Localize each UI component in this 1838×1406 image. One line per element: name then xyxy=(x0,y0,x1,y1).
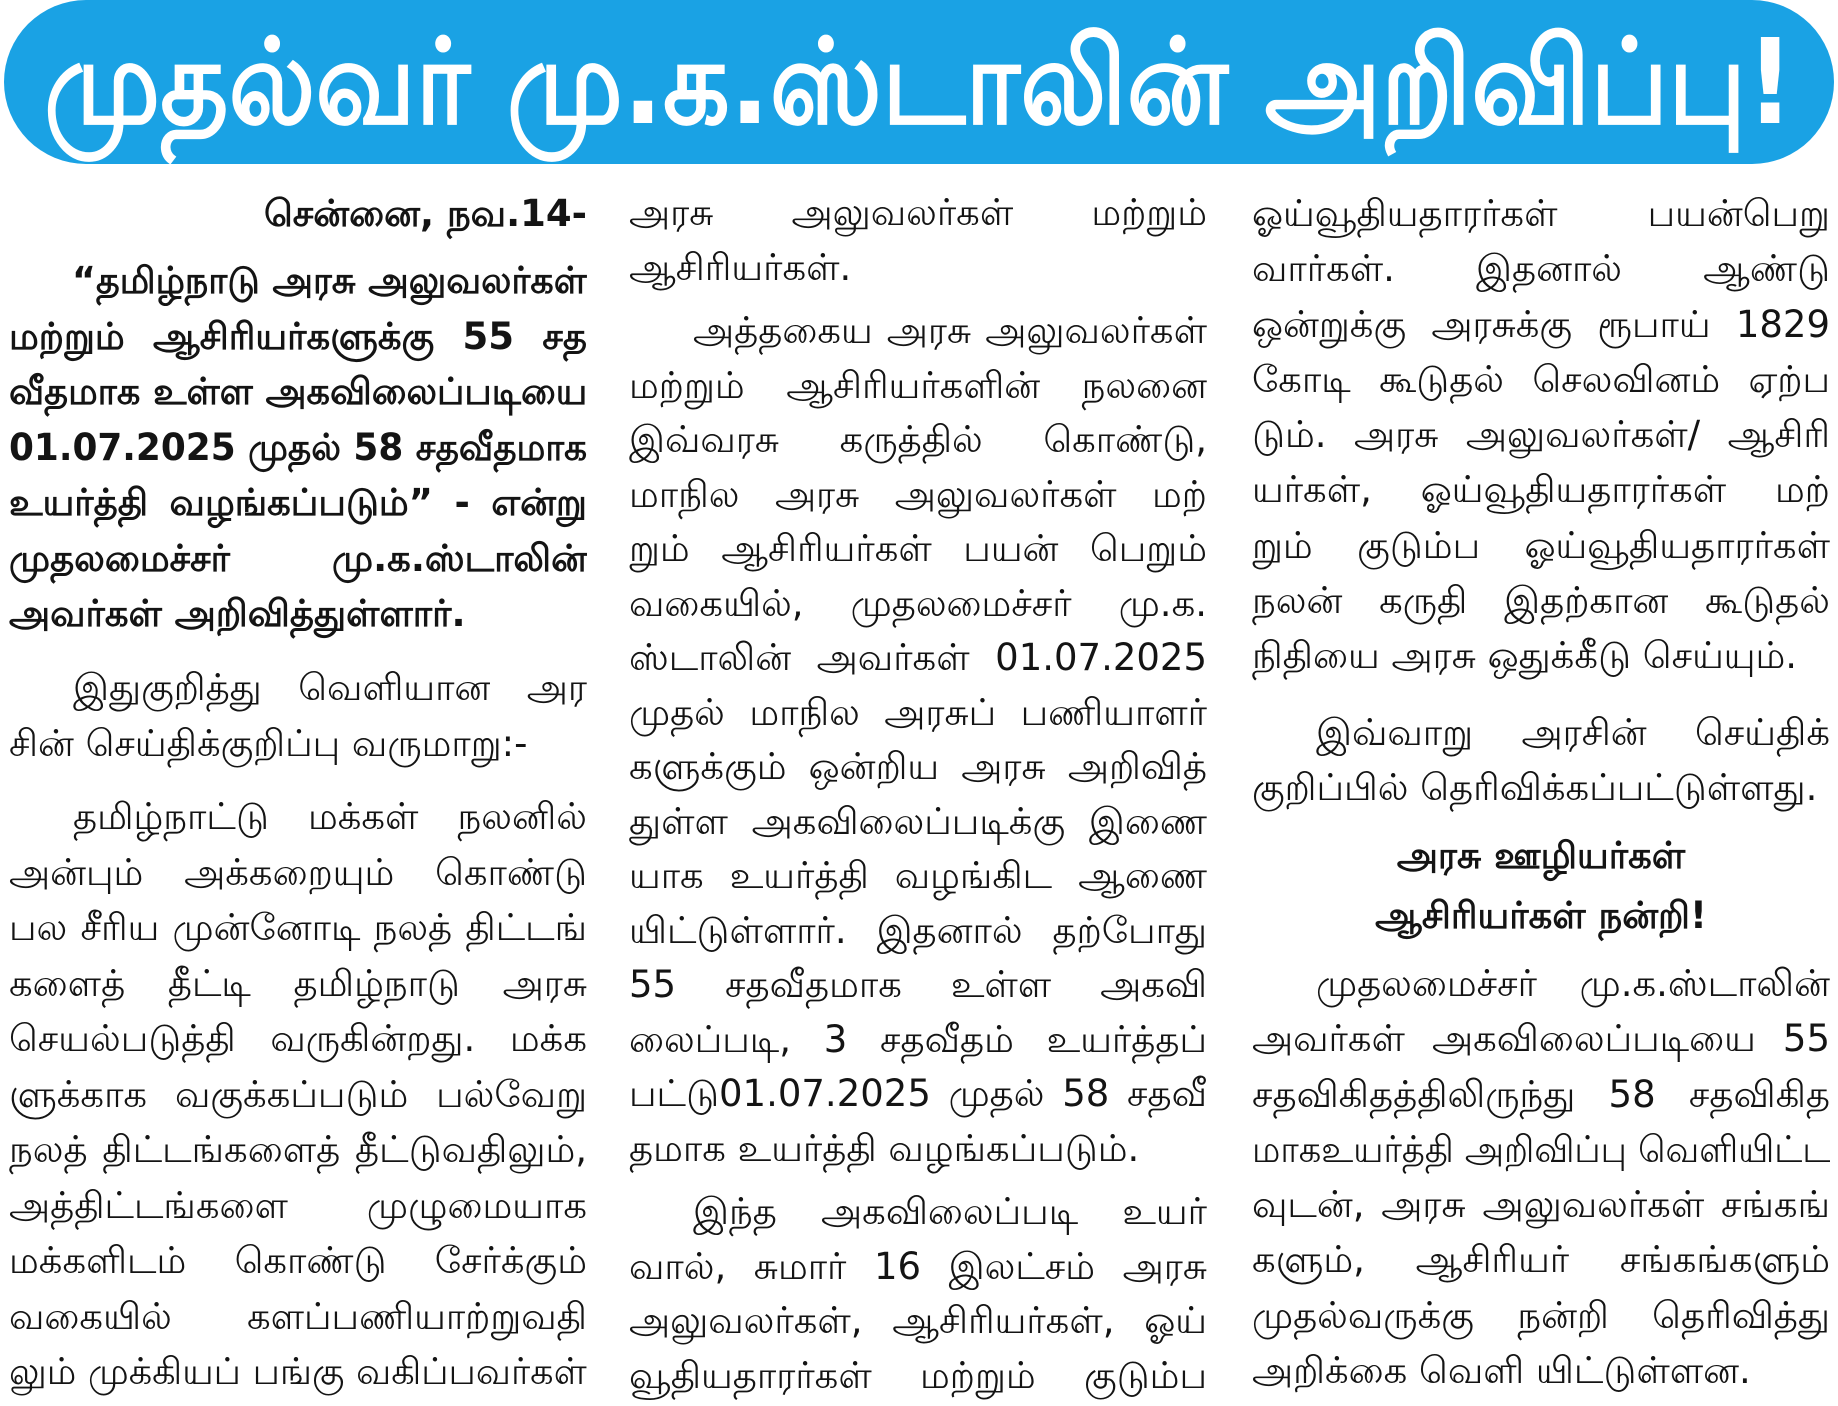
article-line: உயர்த்தி வழங்கப்படும்” - என்று xyxy=(9,481,587,524)
article-line: ஓய்வூதியதாரர்கள் பயன்பெறு xyxy=(1252,192,1830,235)
article-paragraph xyxy=(9,660,587,771)
article-line: அவர்கள் அகவிலைப்படியை 55 xyxy=(1252,1017,1830,1061)
article-line: களும், ஆசிரியர் சங்கங்களும் xyxy=(1252,1238,1830,1282)
article-line: அத்தகைய அரசு அலுவலர்கள் xyxy=(693,309,1207,352)
article-line: அத்திட்டங்களை முழுமையாக xyxy=(9,1183,587,1227)
article-line: தமாக உயர்த்தி வழங்கப்படும். xyxy=(629,1126,1140,1170)
article-paragraph xyxy=(1252,705,1830,816)
subheading-line: அரசு ஊழியர்கள் xyxy=(1396,834,1686,877)
article-line: நலன் கருதி இதற்கான கூடுதல் xyxy=(1252,579,1830,623)
article-paragraph xyxy=(1252,956,1830,1398)
article-line: யர்கள், ஓய்வூதியதாரர்கள் மற் xyxy=(1252,468,1830,512)
article-line: பட்டு01.07.2025 முதல் 58 சதவீ xyxy=(629,1072,1207,1115)
article-line: வார்கள். இதனால் ஆண்டு xyxy=(1252,247,1830,291)
article-line: அலுவலர்கள், ஆசிரியர்கள், ஓய் xyxy=(629,1299,1207,1342)
dateline-block xyxy=(9,186,587,242)
article-line: இவ்வரசு கருத்தில் கொண்டு, xyxy=(629,418,1207,461)
article-line: வால், சுமார் 16 இலட்சம் அரசு xyxy=(629,1244,1207,1288)
article-line: அறிக்கை வெளி யிட்டுள்ளன. xyxy=(1252,1349,1751,1393)
article-line: பல சீரிய முன்னோடி நலத் திட்டங் xyxy=(9,906,587,949)
article-line: இந்த அகவிலைப்படி உயர் xyxy=(693,1190,1207,1233)
article-column-3 xyxy=(1252,0,1830,1406)
article-line: வூதியதாரர்கள் மற்றும் குடும்ப xyxy=(629,1353,1207,1397)
article-line: அன்பும் அக்கறையும் கொண்டு xyxy=(9,850,587,894)
article-paragraph xyxy=(1252,186,1830,684)
article-line: மற்றும் ஆசிரியர்களுக்கு 55 சத xyxy=(9,314,587,358)
article-column-2 xyxy=(629,0,1207,1406)
article-line: வுடன், அரசு அலுவலர்கள் சங்கங் xyxy=(1252,1183,1830,1227)
article-line: வகையில், முதலமைச்சர் மு.க. xyxy=(629,581,1207,625)
article-line: டும். அரசு அலுவலர்கள்/ ஆசிரி xyxy=(1252,413,1830,457)
article-line: முதலமைச்சர் மு.க.ஸ்டாலின் xyxy=(1316,962,1830,1005)
article-line: லும் முக்கியப் பங்கு வகிப்பவர்கள் xyxy=(9,1350,587,1393)
article-line: 55 சதவீதமாக உள்ள அகவி xyxy=(629,963,1207,1006)
article-line: சின் செய்திக்குறிப்பு வருமாறு:- xyxy=(9,721,528,765)
article-line: சதவிகிதத்திலிருந்து 58 சதவிகித xyxy=(1252,1072,1830,1116)
article-line: இதுகுறித்து வெளியான அர xyxy=(73,666,587,709)
article-line: 01.07.2025 முதல் 58 சதவீதமாக xyxy=(9,425,587,469)
lead-paragraph xyxy=(9,253,587,642)
article-line: துள்ள அகவிலைப்படிக்கு இணை xyxy=(629,799,1207,843)
headline-title: முதல்வர் மு.க.ஸ்டாலின் அறிவிப்பு! xyxy=(44,13,1794,151)
article-line: ளுக்காக வகுக்கப்படும் பல்வேறு xyxy=(9,1072,587,1116)
article-line: றும் குடும்ப ஓய்வூதியதாரர்கள் xyxy=(1252,523,1830,567)
article-line: வகையில் களப்பணியாற்றுவதி xyxy=(9,1294,587,1338)
subheading-line: ஆசிரியர்கள் நன்றி! xyxy=(1375,894,1707,937)
article-line: யிட்டுள்ளார். இதனால் தற்போது xyxy=(629,908,1207,952)
article-line: மாநில அரசு அலுவலர்கள் மற் xyxy=(629,472,1207,516)
article-line: களைத் தீட்டி தமிழ்நாடு அரசு xyxy=(9,961,587,1005)
article-line: தமிழ்நாட்டு மக்கள் நலனில் xyxy=(73,795,587,838)
article-line: மக்களிடம் கொண்டு சேர்க்கும் xyxy=(9,1239,587,1282)
article-paragraph xyxy=(9,789,587,1400)
article-line: முதலமைச்சர் மு.க.ஸ்டாலின் xyxy=(9,536,587,580)
article-line: றும் ஆசிரியர்கள் பயன் பெறும் xyxy=(629,527,1207,570)
article-paragraph xyxy=(629,186,1207,295)
article-line: முதல் மாநில அரசுப் பணியாளர் xyxy=(629,690,1207,734)
article-line: அரசு அலுவலர்கள் மற்றும் xyxy=(629,191,1207,234)
article-line: மாகஉயர்த்தி அறிவிப்பு வெளியிட்ட xyxy=(1252,1127,1830,1171)
article-line: நலத் திட்டங்களைத் தீட்டுவதிலும், xyxy=(9,1128,587,1171)
article-paragraph xyxy=(629,304,1207,1176)
article-line: குறிப்பில் தெரிவிக்கப்பட்டுள்ளது. xyxy=(1252,766,1818,810)
article-paragraph xyxy=(629,1185,1207,1403)
article-line: வீதமாக உள்ள அகவிலைப்படியை xyxy=(9,370,587,413)
article-line: இவ்வாறு அரசின் செய்திக் xyxy=(1316,711,1830,754)
article-line: ஸ்டாலின் அவர்கள் 01.07.2025 xyxy=(629,636,1207,679)
article-line: ஆசிரியர்கள். xyxy=(629,245,852,289)
article-column-1 xyxy=(9,0,587,1406)
article-line: மற்றும் ஆசிரியர்களின் நலனை xyxy=(629,363,1207,407)
article-line: யாக உயர்த்தி வழங்கிட ஆணை xyxy=(629,854,1207,897)
article-line: அவர்கள் அறிவித்துள்ளார். xyxy=(9,592,466,635)
article-line: செயல்படுத்தி வருகின்றது. மக்க xyxy=(9,1017,587,1060)
article-line: லைப்படி, 3 சதவீதம் உயர்த்தப் xyxy=(629,1017,1207,1061)
article-line: “தமிழ்நாடு அரசு அலுவலர்கள் xyxy=(72,259,587,302)
article-line: ஒன்றுக்கு அரசுக்கு ரூபாய் 1829 xyxy=(1252,302,1830,346)
article-line: கோடி கூடுதல் செலவினம் ஏற்ப xyxy=(1252,357,1830,401)
article-line: களுக்கும் ஒன்றிய அரசு அறிவித் xyxy=(629,745,1207,788)
dateline: சென்னை, நவ.14- xyxy=(263,192,587,235)
article-line: முதல்வருக்கு நன்றி தெரிவித்து xyxy=(1252,1293,1830,1337)
article-line: நிதியை அரசு ஒதுக்கீடு செய்யும். xyxy=(1252,634,1798,678)
subheading xyxy=(1252,826,1830,946)
